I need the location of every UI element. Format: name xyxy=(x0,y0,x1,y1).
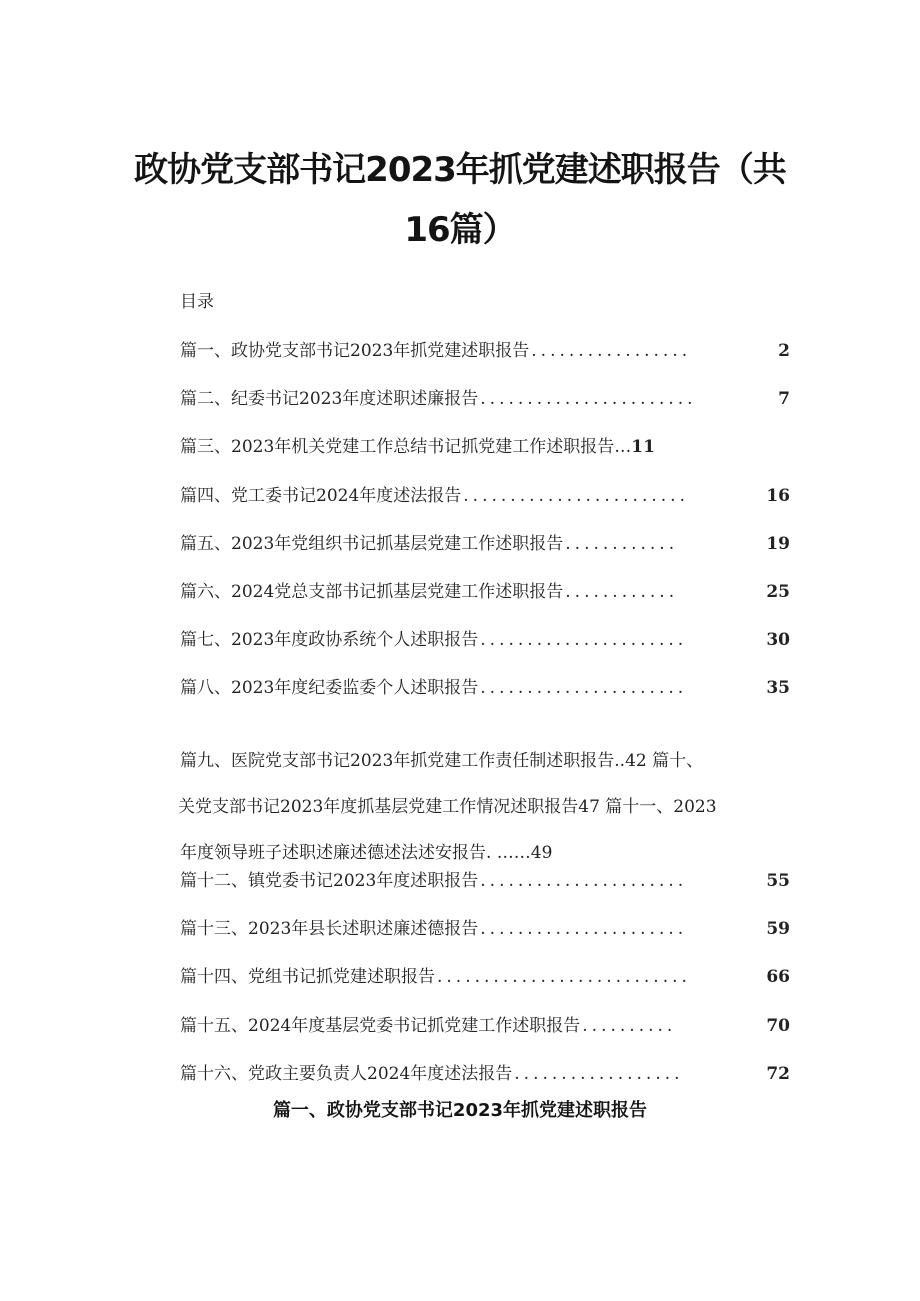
toc-item-leader: .................. xyxy=(514,1063,684,1084)
toc-item-page: 30 xyxy=(766,630,790,651)
toc-item-label: 篇八、2023年度纪委监委个人述职报告 xyxy=(180,678,479,699)
toc-item-leader: ....................... xyxy=(480,389,697,410)
toc-item-leader: ........................... xyxy=(437,967,691,988)
toc-wrapped-line-3: 年度领导班子述职述廉述德述法述安报告. ……49 xyxy=(180,843,553,863)
title-line-2: 16篇） xyxy=(404,210,516,250)
toc-item-leader: ............ xyxy=(565,533,679,554)
toc-item-page: 25 xyxy=(766,581,790,602)
toc-wrapped-entries[interactable] xyxy=(180,738,790,876)
toc-item-label: 篇三、2023年机关党建工作总结书记抓党建工作述职报告… xyxy=(180,437,632,458)
toc-item-12[interactable] xyxy=(180,866,790,914)
toc-item-leader: ...................... xyxy=(480,871,688,891)
toc-item-leader: ...................... xyxy=(480,919,688,940)
toc-item-page: 2 xyxy=(778,341,790,361)
toc-item-label: 篇十三、2023年县长述职述廉述德报告 xyxy=(180,919,479,940)
toc-item-label: 篇一、政协党支部书记2023年抓党建述职报告 xyxy=(180,341,530,361)
toc-item-2[interactable] xyxy=(180,384,790,432)
toc-item-page: 11 xyxy=(631,437,655,458)
toc-item-leader: ........................ xyxy=(463,485,689,506)
toc-item-leader: ...................... xyxy=(480,630,688,651)
toc-item-5[interactable] xyxy=(180,529,790,577)
toc-item-page: 59 xyxy=(766,919,790,940)
toc-item-label: 篇十五、2024年度基层党委书记抓党建工作述职报告 xyxy=(180,1015,581,1036)
toc-heading: 目录 xyxy=(180,292,214,312)
toc-item-leader: ................. xyxy=(531,341,692,361)
toc-item-3[interactable] xyxy=(180,432,790,480)
toc-item-label: 篇十六、党政主要负责人2024年度述法报告 xyxy=(180,1063,513,1084)
toc-item-13[interactable] xyxy=(180,914,790,962)
toc-item-page: 7 xyxy=(778,389,790,410)
toc-item-page: 66 xyxy=(766,967,790,988)
toc-item-page: 55 xyxy=(766,871,790,891)
toc-item-label: 篇二、纪委书记2023年度述职述廉报告 xyxy=(180,389,479,410)
toc-item-label: 篇七、2023年度政协系统个人述职报告 xyxy=(180,630,479,651)
toc-item-4[interactable] xyxy=(180,481,790,529)
toc-item-label: 篇十二、镇党委书记2023年度述职报告 xyxy=(180,871,479,891)
toc-item-page: 19 xyxy=(766,533,790,554)
toc-wrapped-line-1: 篇九、医院党支部书记2023年抓党建工作责任制述职报告..42 篇十、 xyxy=(180,751,704,771)
toc-item-page: 72 xyxy=(766,1063,790,1084)
toc-item-6[interactable] xyxy=(180,577,790,625)
toc-item-leader: .......... xyxy=(582,1015,677,1036)
title-line-1: 政协党支部书记2023年抓党建述职报告（共 xyxy=(134,150,786,190)
toc-item-label: 篇六、2024党总支部书记抓基层党建工作述职报告 xyxy=(180,581,564,602)
document-title xyxy=(0,140,920,260)
toc-item-page: 16 xyxy=(766,485,790,506)
toc-item-14[interactable] xyxy=(180,962,790,1010)
table-of-contents-part-2 xyxy=(180,866,790,1107)
toc-item-leader: ............ xyxy=(565,581,679,602)
toc-item-7[interactable] xyxy=(180,625,790,673)
toc-item-label: 篇四、党工委书记2024年度述法报告 xyxy=(180,485,462,506)
toc-wrapped-line-2: 关党支部书记2023年度抓基层党建工作情况述职报告47 篇十一、2023 xyxy=(178,797,717,817)
table-of-contents-part-1 xyxy=(180,336,790,722)
toc-item-15[interactable] xyxy=(180,1011,790,1059)
toc-item-page: 35 xyxy=(766,678,790,699)
toc-item-page: 70 xyxy=(766,1015,790,1036)
toc-item-leader: ...................... xyxy=(480,678,688,699)
toc-item-8[interactable] xyxy=(180,673,790,721)
toc-item-label: 篇五、2023年党组织书记抓基层党建工作述职报告 xyxy=(180,533,564,554)
toc-item-1[interactable] xyxy=(180,336,790,384)
section-heading: 篇一、政协党支部书记2023年抓党建述职报告 xyxy=(272,1100,648,1121)
toc-item-label: 篇十四、党组书记抓党建述职报告 xyxy=(180,967,435,988)
